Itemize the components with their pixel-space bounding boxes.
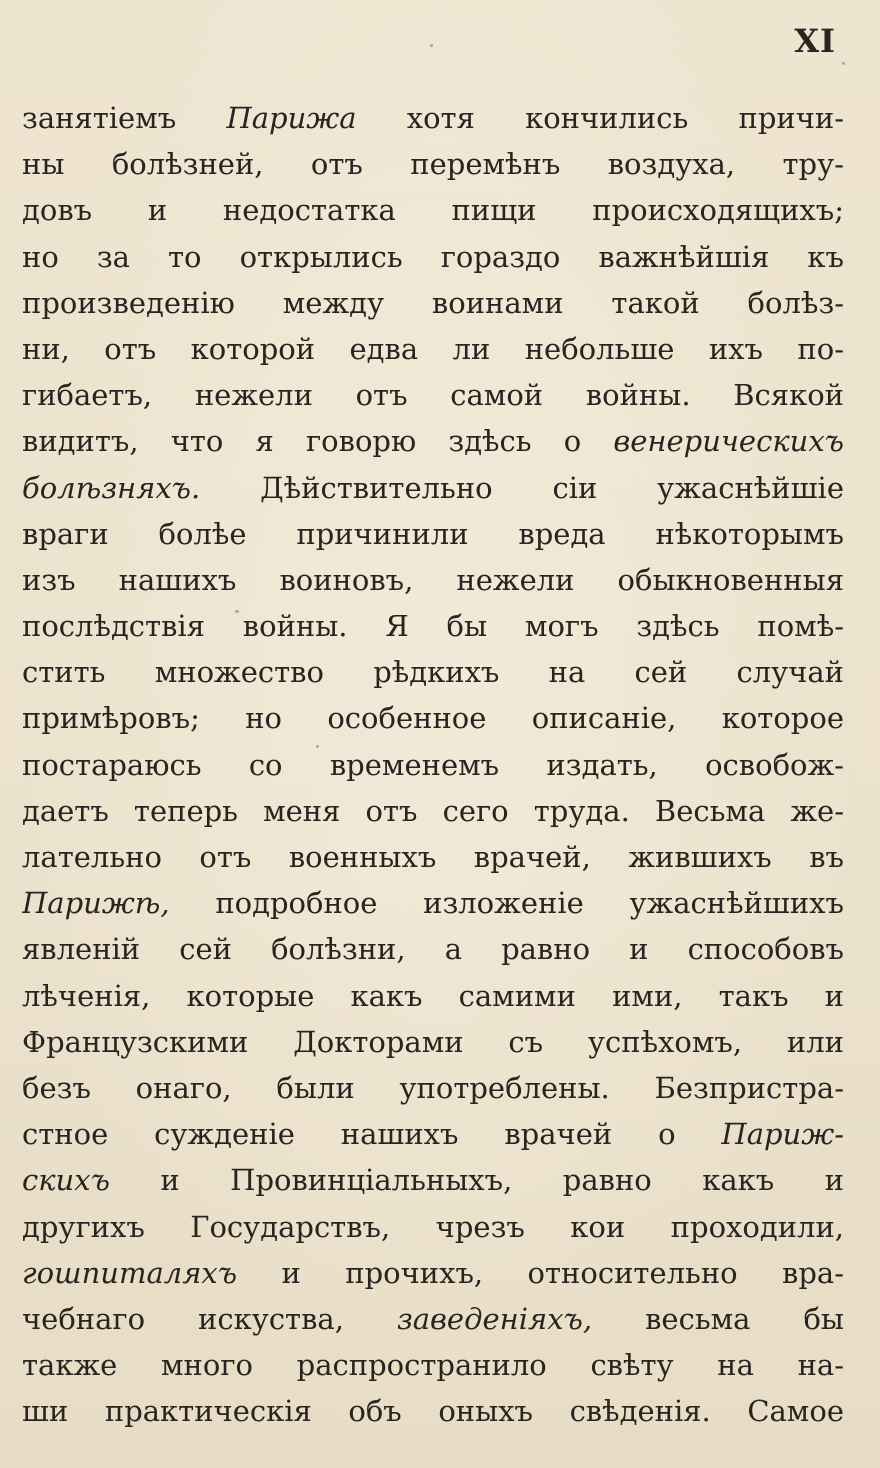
italic-text-segment: Парижа bbox=[226, 101, 357, 135]
text-line bbox=[22, 1388, 844, 1434]
italic-text-segment: скихъ bbox=[22, 1163, 110, 1198]
text-line bbox=[22, 926, 844, 972]
text-line bbox=[22, 280, 844, 326]
text-segment: лѣченія, которые какъ самими ими, такъ и bbox=[22, 978, 844, 1013]
text-line bbox=[22, 973, 844, 1019]
text-segment: изъ нашихъ воиновъ, нежели обыкновенныя bbox=[22, 562, 844, 597]
text-segment: стить множество рѣдкихъ на сей случай bbox=[22, 655, 844, 690]
italic-text-segment: венерическихъ bbox=[613, 424, 844, 459]
italic-text-segment: гошпиталяхъ bbox=[22, 1255, 238, 1290]
text-segment: произведенію между воинами такой болѣз- bbox=[22, 285, 844, 320]
text-segment: довъ и недостатка пищи происходящихъ; bbox=[22, 193, 844, 228]
text-segment: Французскими Докторами съ успѣхомъ, или bbox=[22, 1024, 844, 1059]
text-segment: гибаетъ, нежели отъ самой войны. Всякой bbox=[22, 378, 844, 413]
paper-speck bbox=[430, 44, 433, 47]
text-line bbox=[22, 95, 844, 141]
text-line bbox=[22, 1342, 844, 1388]
text-segment: безъ онаго, были употреблены. Безпристра- bbox=[22, 1070, 844, 1105]
text-segment: послѣдствія войны. Я бы могъ здѣсь помѣ- bbox=[22, 609, 844, 644]
text-line bbox=[22, 742, 844, 788]
text-line bbox=[22, 1019, 844, 1065]
text-line bbox=[22, 326, 844, 372]
text-segment: видитъ, что я говорю здѣсь о bbox=[22, 424, 614, 459]
text-line bbox=[22, 372, 844, 418]
text-segment: подробное изложеніе ужаснѣйшихъ bbox=[169, 886, 844, 921]
text-segment: примѣровъ; но особенное описаніе, которое bbox=[22, 701, 844, 736]
paper-speck bbox=[842, 62, 845, 65]
text-segment: постараюсь со временемъ издать, освобож- bbox=[22, 747, 844, 782]
text-line bbox=[22, 234, 844, 280]
text-segment: ни, отъ которой едва ли небольше ихъ по- bbox=[22, 331, 844, 366]
text-line bbox=[22, 649, 844, 695]
text-segment: и прочихъ, относительно вра- bbox=[237, 1255, 844, 1290]
text-line bbox=[22, 1065, 844, 1111]
text-segment: даетъ теперь меня отъ сего труда. Весьма же- bbox=[22, 793, 844, 828]
paper-speck bbox=[316, 745, 319, 748]
text-line bbox=[22, 141, 844, 187]
text-line bbox=[22, 1204, 844, 1250]
text-segment: и Провинціальныхъ, равно какъ и bbox=[109, 1163, 844, 1198]
text-segment: но за то открылись гораздо важнѣйшія къ bbox=[22, 239, 844, 274]
text-segment: враги болѣе причинили вреда нѣкоторымъ bbox=[22, 516, 844, 551]
text-line bbox=[22, 557, 844, 603]
text-line bbox=[22, 418, 844, 464]
italic-text-segment: Парижѣ, bbox=[22, 886, 170, 921]
paper-speck bbox=[235, 610, 239, 613]
italic-text-segment: Париж- bbox=[721, 1117, 844, 1152]
text-segment: ны болѣзней, отъ перемѣнъ воздуха, тру- bbox=[22, 147, 844, 182]
text-line bbox=[22, 603, 844, 649]
text-segment: ши практическія объ оныхъ свѣденія. Самое bbox=[22, 1394, 844, 1429]
body-text bbox=[22, 95, 844, 1434]
text-line bbox=[22, 834, 844, 880]
text-line bbox=[22, 788, 844, 834]
text-line bbox=[22, 1250, 844, 1296]
text-line bbox=[22, 1296, 844, 1342]
italic-text-segment: заведеніяхъ, bbox=[396, 1301, 593, 1336]
text-segment: чебнаго искуства, bbox=[22, 1301, 397, 1336]
text-segment: Дѣйствительно сіи ужаснѣйшіе bbox=[200, 470, 844, 505]
text-segment: занятіемъ bbox=[22, 101, 227, 135]
text-line bbox=[22, 695, 844, 741]
italic-text-segment: болѣзняхъ. bbox=[22, 470, 201, 505]
text-segment: также много распространило свѣту на на- bbox=[22, 1348, 844, 1383]
text-line bbox=[22, 1111, 844, 1157]
text-segment: стное сужденіе нашихъ врачей о bbox=[22, 1117, 722, 1152]
text-segment: лательно отъ военныхъ врачей, жившихъ въ bbox=[22, 840, 844, 874]
text-segment: другихъ Государствъ, чрезъ кои проходили, bbox=[22, 1209, 844, 1244]
page-number: XI bbox=[794, 22, 836, 60]
text-line bbox=[22, 1157, 844, 1203]
text-line bbox=[22, 880, 844, 926]
text-segment: явленій сей болѣзни, а равно и способовъ bbox=[22, 932, 844, 967]
text-segment: хотя кончились причи- bbox=[356, 101, 844, 135]
text-line bbox=[22, 187, 844, 233]
text-line bbox=[22, 465, 844, 511]
text-line bbox=[22, 511, 844, 557]
text-segment: весьма бы bbox=[592, 1301, 844, 1336]
